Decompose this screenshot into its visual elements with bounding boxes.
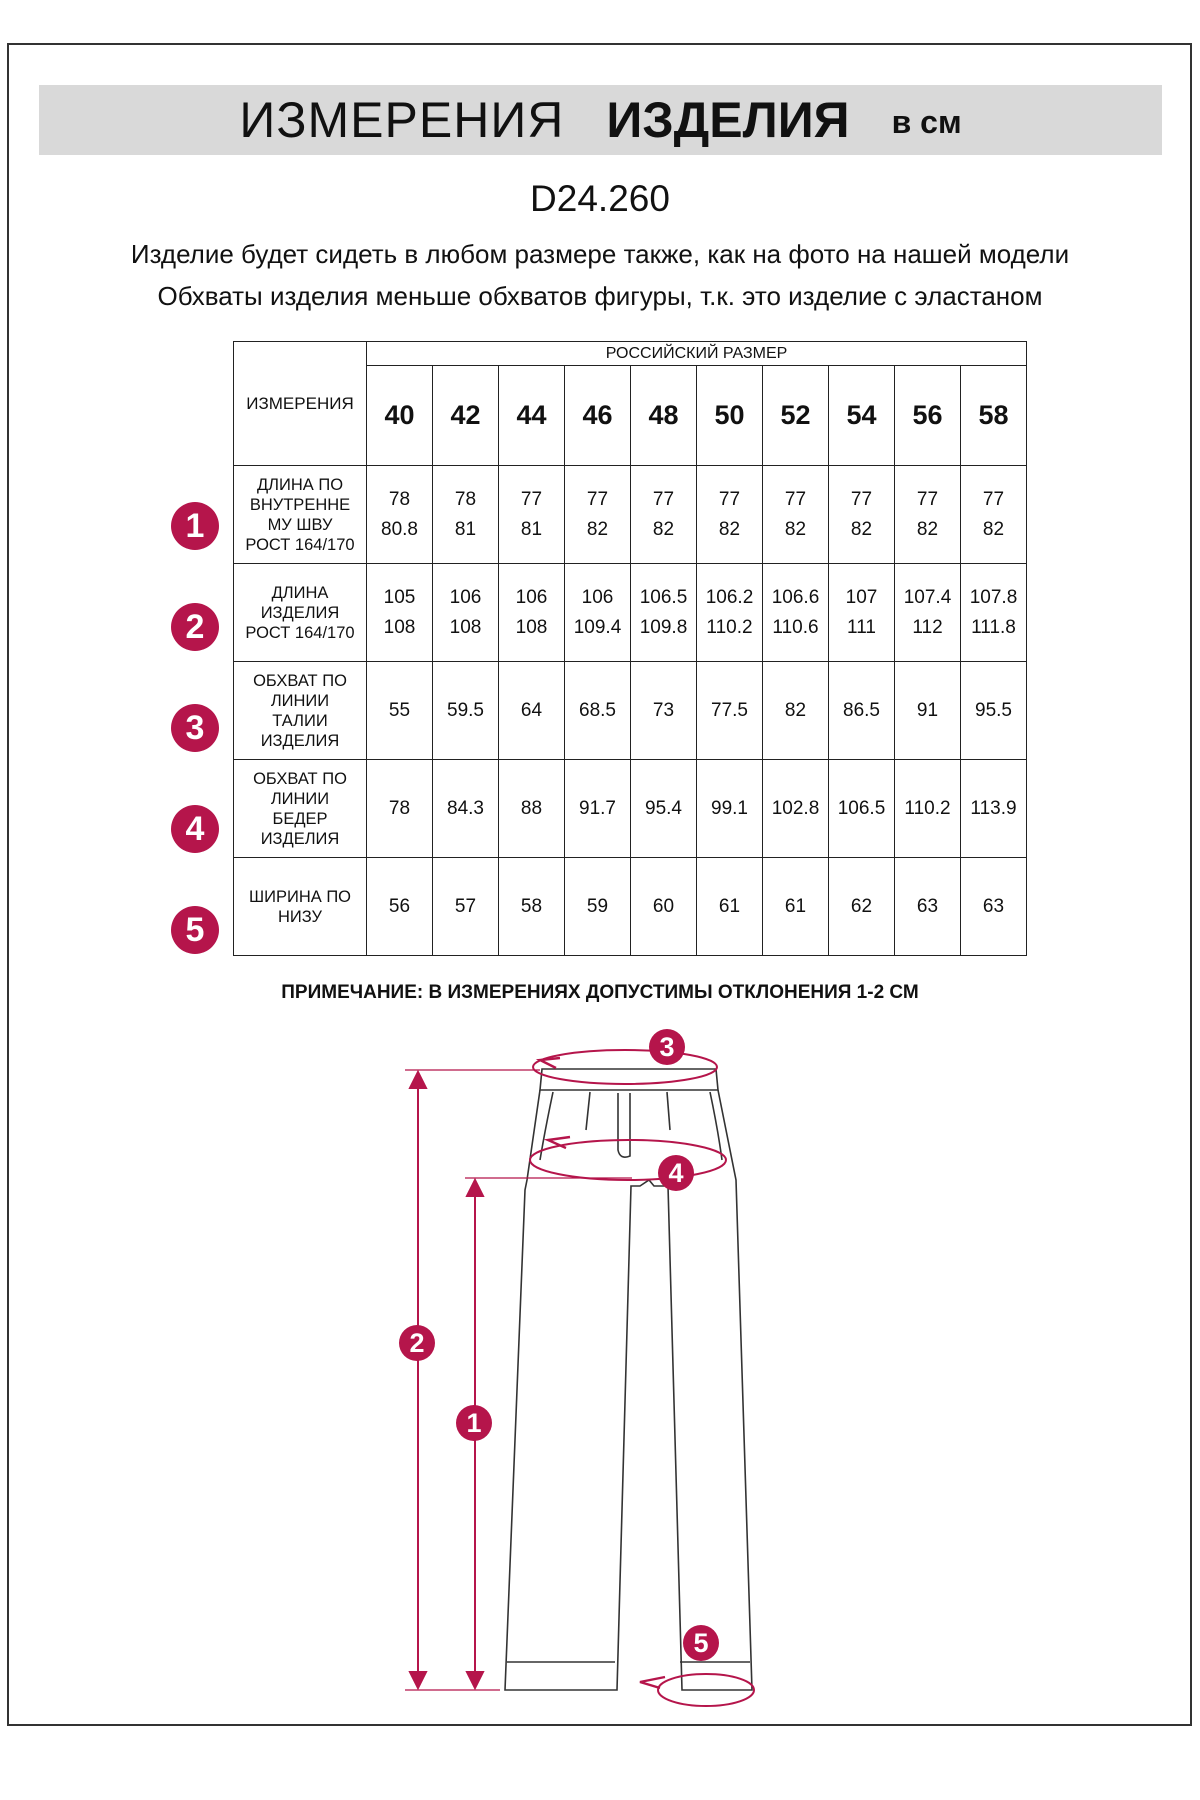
cell-value: 77 xyxy=(784,488,807,510)
cell-value: 77 xyxy=(916,488,939,510)
cell-value: 105 xyxy=(383,586,416,608)
cell-value: 84.3 xyxy=(447,797,484,819)
cell-value: 82 xyxy=(784,699,807,721)
row-label-line: ИЗДЕЛИЯ xyxy=(260,731,340,750)
diagram-badge-5: 5 xyxy=(683,1625,719,1661)
row-label-line: БЕДЕР xyxy=(272,809,328,828)
size-56: 56 xyxy=(895,366,961,466)
title-part2: ИЗДЕЛИЯ xyxy=(606,92,850,148)
measure-header: ИЗМЕРЕНИЯ xyxy=(234,342,367,466)
cell-value: 77 xyxy=(652,488,675,510)
title-part1: ИЗМЕРЕНИЯ xyxy=(239,92,565,148)
row-label-line: ДЛИНА xyxy=(271,583,329,602)
row-label-line: ОБХВАТ ПО xyxy=(253,671,347,690)
cell-value: 106.5 xyxy=(639,586,688,608)
cell-value: 107 xyxy=(845,586,878,608)
cell-value: 57 xyxy=(454,895,477,917)
cell-value: 109.4 xyxy=(573,616,622,638)
row-label-line: ВНУТРЕННЕ xyxy=(249,495,351,514)
cell-value: 82 xyxy=(586,518,609,540)
cell-value: 113.9 xyxy=(970,797,1017,819)
cell-value: 102.8 xyxy=(771,797,820,819)
row-label-line: ИЗДЕЛИЯ xyxy=(260,829,340,848)
cell-value: 56 xyxy=(388,895,411,917)
cell-value: 77.5 xyxy=(711,699,748,721)
cell-value: 91 xyxy=(916,699,939,721)
row-label-line: МУ ШВУ xyxy=(267,515,333,534)
cell-value: 99.1 xyxy=(711,797,748,819)
title-unit: в см xyxy=(891,103,962,140)
size-46: 46 xyxy=(565,366,631,466)
cell-value: 62 xyxy=(850,895,873,917)
cell-value: 110.6 xyxy=(772,616,819,638)
row-badge-3: 3 xyxy=(171,704,219,752)
size-50: 50 xyxy=(697,366,763,466)
diagram-badge-2: 2 xyxy=(399,1325,435,1361)
row-badge-4: 4 xyxy=(171,805,219,853)
cell-value: 106 xyxy=(581,586,614,608)
cell-value: 58 xyxy=(520,895,543,917)
row-label-line: ШИРИНА ПО xyxy=(248,887,352,906)
cell-value: 110.2 xyxy=(904,797,951,819)
pants-outline xyxy=(505,1069,752,1690)
size-54: 54 xyxy=(829,366,895,466)
cell-value: 112 xyxy=(912,616,943,638)
row-label-line: ЛИНИИ xyxy=(270,789,330,808)
row-label-line: ОБХВАТ ПО xyxy=(253,769,347,788)
cell-value: 60 xyxy=(652,895,675,917)
cell-value: 106 xyxy=(515,586,548,608)
size-58: 58 xyxy=(961,366,1027,466)
cell-value: 108 xyxy=(515,616,548,638)
cell-value: 78 xyxy=(388,797,411,819)
diagram-badge-4: 4 xyxy=(658,1155,694,1191)
cell-value: 82 xyxy=(718,518,741,540)
cell-value: 108 xyxy=(449,616,482,638)
cell-value: 86.5 xyxy=(843,699,880,721)
cell-value: 81 xyxy=(454,518,477,540)
cell-value: 77 xyxy=(850,488,873,510)
cell-value: 106.5 xyxy=(837,797,886,819)
cell-value: 82 xyxy=(850,518,873,540)
size-48: 48 xyxy=(631,366,697,466)
note: ПРИМЕЧАНИЕ: В ИЗМЕРЕНИЯХ ДОПУСТИМЫ ОТКЛОНЕНИЯ 1-2 СМ xyxy=(281,982,919,1003)
cell-value: 82 xyxy=(982,518,1005,540)
cell-value: 63 xyxy=(916,895,939,917)
size-40: 40 xyxy=(367,366,433,466)
cell-value: 106.6 xyxy=(771,586,820,608)
cell-value: 77 xyxy=(982,488,1005,510)
cell-value: 88 xyxy=(520,797,543,819)
size-42: 42 xyxy=(433,366,499,466)
row-label-line: ДЛИНА ПО xyxy=(256,475,344,494)
cell-value: 107.4 xyxy=(903,586,952,608)
cell-value: 108 xyxy=(383,616,416,638)
cell-value: 59.5 xyxy=(447,699,484,721)
cell-value: 82 xyxy=(784,518,807,540)
cell-value: 107.8 xyxy=(969,586,1018,608)
diagram-badge-3: 3 xyxy=(649,1029,685,1065)
size-52: 52 xyxy=(763,366,829,466)
cell-value: 61 xyxy=(718,895,741,917)
cell-value: 68.5 xyxy=(579,699,616,721)
cell-value: 110.2 xyxy=(706,616,753,638)
cell-value: 77 xyxy=(586,488,609,510)
cell-value: 106.2 xyxy=(705,586,754,608)
cell-value: 77 xyxy=(718,488,741,510)
cell-value: 95.5 xyxy=(975,699,1012,721)
cell-value: 106 xyxy=(449,586,482,608)
description-line-1: Изделие будет сидеть в любом размере также, как на фото на нашей модели xyxy=(130,239,1070,269)
size-44: 44 xyxy=(499,366,565,466)
cell-value: 63 xyxy=(982,895,1005,917)
row-badge-5: 5 xyxy=(171,906,219,954)
cell-value: 111.8 xyxy=(971,616,1016,638)
cell-value: 78 xyxy=(454,488,477,510)
cell-value: 55 xyxy=(388,699,411,721)
row-label-line: НИЗУ xyxy=(277,907,323,926)
cell-value: 91.7 xyxy=(579,797,616,819)
row-label-line: ЛИНИИ xyxy=(270,691,330,710)
row-label-line: РОСТ 164/170 xyxy=(245,623,355,642)
description-line-2: Обхваты изделия меньше обхватов фигуры, т.к. это изделие с эластаном xyxy=(157,281,1043,311)
cell-value: 95.4 xyxy=(645,797,682,819)
cell-value: 111 xyxy=(847,616,876,638)
measure-lines xyxy=(405,1050,754,1706)
size-header: РОССИЙСКИЙ РАЗМЕР xyxy=(367,342,1027,366)
cell-value: 82 xyxy=(916,518,939,540)
row-label-line: ТАЛИИ xyxy=(272,711,328,730)
cell-value: 82 xyxy=(652,518,675,540)
row-label-line: РОСТ 164/170 xyxy=(245,535,355,554)
product-code: D24.260 xyxy=(530,178,670,219)
cell-value: 77 xyxy=(520,488,543,510)
cell-value: 64 xyxy=(520,699,543,721)
cell-value: 78 xyxy=(388,488,411,510)
cell-value: 80.8 xyxy=(381,518,418,540)
row-badge-1: 1 xyxy=(171,502,219,550)
diagram-badge-1: 1 xyxy=(456,1405,492,1441)
cell-value: 109.8 xyxy=(639,616,688,638)
row-label-line: ИЗДЕЛИЯ xyxy=(260,603,340,622)
cell-value: 81 xyxy=(520,518,543,540)
cell-value: 59 xyxy=(586,895,609,917)
row-badge-2: 2 xyxy=(171,603,219,651)
cell-value: 73 xyxy=(652,699,675,721)
cell-value: 61 xyxy=(784,895,807,917)
